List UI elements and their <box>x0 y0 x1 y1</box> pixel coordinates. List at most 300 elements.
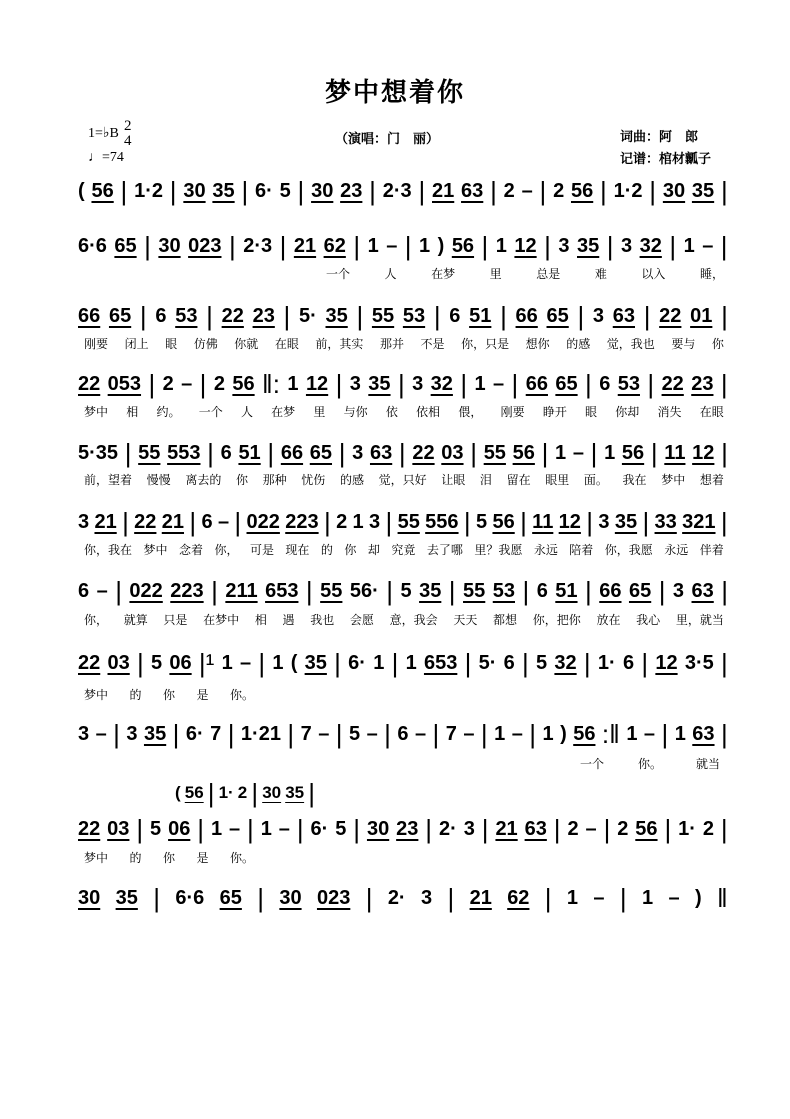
note: 56 <box>492 510 515 533</box>
barline: :‖ <box>601 719 620 749</box>
note: 35 <box>325 304 348 327</box>
lyric-word: 里，就当 <box>675 613 724 627</box>
lyric-word: 刚要 <box>500 405 525 419</box>
lyric-word: 你。 <box>637 757 662 771</box>
lyric-word: 你，我愿 <box>604 543 653 557</box>
note: 053 <box>107 372 142 395</box>
note: 1 <box>405 651 417 674</box>
barline: | <box>115 576 122 606</box>
key-signature <box>88 118 132 149</box>
note: 11 <box>664 441 686 464</box>
note: 1·2 <box>134 179 163 202</box>
note: 3 <box>672 579 685 602</box>
lyric-word: 梦中 <box>84 851 109 865</box>
note: 30 <box>183 179 206 202</box>
note: 1 <box>674 722 686 745</box>
lyric-word: 觉，只好 <box>378 473 427 487</box>
barline: | <box>669 231 677 261</box>
barline: | <box>334 648 341 678</box>
lyric-line <box>84 686 254 703</box>
lyric-word: 刚要 <box>84 337 109 351</box>
barline: | <box>199 369 207 399</box>
note: 3 <box>592 304 605 327</box>
lyric-word: 人 <box>384 267 397 281</box>
note: 553 <box>167 441 201 464</box>
barline: | <box>398 438 406 468</box>
barline: |¹ <box>198 648 215 678</box>
note: 223 <box>170 579 204 602</box>
note: 1 <box>604 441 616 464</box>
note: 56 <box>573 722 596 745</box>
barline: | <box>207 778 215 808</box>
barline: | <box>650 438 658 468</box>
note: 3 <box>78 722 90 745</box>
barline: | <box>463 507 471 537</box>
lyric-word: 你， <box>214 543 239 557</box>
note: 65 <box>114 234 137 257</box>
note: 3 <box>598 510 610 533</box>
note: 32 <box>639 234 662 257</box>
note: 6 <box>220 441 232 464</box>
lyric-word: 你 <box>235 473 248 487</box>
song-title: 梦中想着你 <box>324 78 465 108</box>
lyric-word: 永远 <box>533 543 558 557</box>
note: – <box>702 234 714 257</box>
lyric-word: 意，我会 <box>389 613 438 627</box>
note: 63 <box>691 579 714 602</box>
note: 55 <box>397 510 420 533</box>
note: 35 <box>285 783 305 802</box>
lyric-word: 的 <box>320 543 333 557</box>
note: 6 <box>397 722 409 745</box>
note: 7 <box>210 722 222 745</box>
key-text: 1=♭B <box>88 126 119 141</box>
barline: | <box>586 507 594 537</box>
note: 03 <box>107 651 130 674</box>
notation-line <box>78 883 728 913</box>
barline: | <box>124 438 132 468</box>
note: 1 <box>419 234 431 257</box>
lyric-word: 你 <box>162 851 175 865</box>
note: 1 <box>367 234 379 257</box>
note: 3 <box>78 510 90 533</box>
barline: | <box>720 814 728 844</box>
note: – <box>493 372 505 395</box>
lyric-word: 你， <box>84 613 109 627</box>
lyric-word: 里？我愿 <box>474 543 523 557</box>
lyric-word: 一个 <box>325 267 350 281</box>
note: 35 <box>115 886 138 909</box>
lyric-word: 眼 <box>165 337 178 351</box>
note: 1· <box>678 817 696 840</box>
note: 6· <box>310 817 329 840</box>
barline: | <box>520 507 527 537</box>
barline: | <box>228 231 236 261</box>
lyric-word: 你。 <box>229 688 254 702</box>
note: 22 <box>78 817 101 840</box>
note: 63 <box>612 304 635 327</box>
note: 56 <box>91 179 114 202</box>
note: 53 <box>617 372 640 395</box>
note: 66 <box>78 304 101 327</box>
notation-line <box>78 231 728 261</box>
barline: | <box>227 719 235 749</box>
note: 03 <box>441 441 464 464</box>
note: 211 <box>225 579 258 602</box>
barline: | <box>470 438 477 468</box>
lyric-line <box>84 471 724 488</box>
barline: | <box>258 648 266 678</box>
lyric-word: 就当 <box>695 757 720 771</box>
barline: | <box>539 176 547 206</box>
lyric-word: 念着 <box>178 543 203 557</box>
lyric-word: 去了哪 <box>426 543 463 557</box>
barline: | <box>720 369 728 399</box>
note: 51 <box>555 579 578 602</box>
barline: | <box>247 814 254 844</box>
lyric-word: 前，望着 <box>84 473 133 487</box>
note: 23 <box>396 817 419 840</box>
lyric-word: 睁开 <box>542 405 567 419</box>
note: 56 <box>232 372 255 395</box>
lyric-word: 你就 <box>234 337 259 351</box>
barline: | <box>500 301 507 331</box>
note: 63 <box>461 179 484 202</box>
lyric-word: 相 <box>254 613 267 627</box>
note: 5 <box>349 722 361 745</box>
barline: | <box>720 507 728 537</box>
barline: | <box>577 301 585 331</box>
lyric-word: 依 <box>385 405 398 419</box>
note: 06 <box>169 651 192 674</box>
barline: | <box>720 176 728 206</box>
note: 65 <box>555 372 578 395</box>
note: 2 <box>213 372 225 395</box>
lyric-word: 是 <box>196 851 209 865</box>
lyric-word: 眼里 <box>545 473 570 487</box>
note: 65 <box>108 304 132 327</box>
note: – <box>228 817 241 840</box>
note: 22 <box>412 441 435 464</box>
lyric-word: 消失 <box>657 405 682 419</box>
barline: | <box>353 231 361 261</box>
lyric-line <box>84 335 724 352</box>
lyric-line <box>84 611 724 628</box>
lyric-line <box>84 541 724 558</box>
note: 1 <box>260 817 272 840</box>
lyric-line <box>580 755 720 772</box>
note: 223 <box>285 510 319 533</box>
time-bottom: 4 <box>124 133 132 149</box>
note: – <box>572 441 584 464</box>
note: 66 <box>280 441 304 464</box>
note: 53 <box>492 579 515 602</box>
lyric-word: 总是 <box>536 267 561 281</box>
note: 3 <box>558 234 570 257</box>
note: – <box>463 722 475 745</box>
note: 23 <box>340 179 363 202</box>
note: 2 <box>617 817 629 840</box>
lyric-word: 难 <box>594 267 607 281</box>
lyric-word: 慢慢 <box>146 473 171 487</box>
barline: | <box>391 648 399 678</box>
lyric-word: 里 <box>313 405 326 419</box>
lyric-word: 就算 <box>123 613 148 627</box>
barline: | <box>481 814 489 844</box>
lyric-word: 与你 <box>343 405 368 419</box>
note: 35 <box>614 510 638 533</box>
barline: | <box>425 814 433 844</box>
barline: | <box>136 814 144 844</box>
barline: | <box>721 576 728 606</box>
lyric-word: 那种 <box>262 473 287 487</box>
barline: | <box>447 883 455 913</box>
note: 66 <box>599 579 622 602</box>
note: 30 <box>262 783 282 802</box>
note: 35 <box>304 651 327 674</box>
note: 65 <box>219 886 242 909</box>
note: 35 <box>143 722 167 745</box>
note: 03 <box>107 817 130 840</box>
lyric-word: 一个 <box>198 405 223 419</box>
note: 55 <box>320 579 343 602</box>
lyric-word: 你，把你 <box>532 613 581 627</box>
lyric-word: 的感 <box>566 337 591 351</box>
note: 2·3 <box>243 234 273 257</box>
lyric-line <box>84 849 254 866</box>
lyric-word: 想着 <box>699 473 724 487</box>
note: 6 <box>449 304 461 327</box>
note: 321 <box>682 510 716 533</box>
note: – <box>414 722 427 745</box>
note: 5 <box>400 579 412 602</box>
barline: | <box>721 648 728 678</box>
note: 5 <box>150 817 162 840</box>
note: 3 <box>349 372 361 395</box>
note: 56 <box>512 441 535 464</box>
note: 22 <box>659 304 682 327</box>
note: 21 <box>161 510 185 533</box>
barline: | <box>385 507 393 537</box>
barline: | <box>267 438 275 468</box>
note: 21 <box>495 817 518 840</box>
note: – <box>278 817 290 840</box>
note: 3 <box>620 234 633 257</box>
note: 1·21 <box>240 722 281 745</box>
barline: | <box>529 719 537 749</box>
note: ) <box>437 234 445 257</box>
note: 35 <box>419 579 442 602</box>
note: 56 <box>570 179 594 202</box>
note: 30 <box>78 886 101 909</box>
note: 1· <box>597 651 616 674</box>
barline: | <box>481 231 489 261</box>
note: 1 <box>495 234 507 257</box>
note: 2 <box>237 783 248 802</box>
barline: | <box>172 719 180 749</box>
note: 5·35 <box>78 441 119 464</box>
lyric-word: 想你 <box>525 337 550 351</box>
note: 3 <box>412 372 424 395</box>
note: – <box>96 579 108 602</box>
notation-line <box>78 719 728 749</box>
note: 35 <box>577 234 600 257</box>
note: 56 <box>451 234 475 257</box>
note: 21 <box>432 179 455 202</box>
lyric-word: 我心 <box>636 613 661 627</box>
note: 23 <box>691 372 714 395</box>
barline: | <box>305 576 313 606</box>
note: 5 <box>151 651 163 674</box>
notation-line <box>78 507 728 537</box>
barline: | <box>541 438 549 468</box>
note: 53 <box>175 304 198 327</box>
barline: | <box>490 176 497 206</box>
barline: | <box>544 883 552 913</box>
lyric-word: 里 <box>489 267 502 281</box>
lyric-word: 你，我在 <box>84 543 133 557</box>
barline: | <box>544 231 551 261</box>
note: 62 <box>323 234 346 257</box>
lyric-word: 陪着 <box>569 543 594 557</box>
barline: | <box>206 301 213 331</box>
lyric-word: 闭上 <box>124 337 149 351</box>
note: 1 <box>626 722 638 745</box>
barline: | <box>585 576 592 606</box>
note: 3·5 <box>684 651 714 674</box>
barline: | <box>721 301 728 331</box>
barline: | <box>464 648 472 678</box>
note: 65 <box>546 304 569 327</box>
note: 6 <box>503 651 515 674</box>
note: 12 <box>692 441 715 464</box>
note: 30 <box>311 179 334 202</box>
note: 11 <box>532 510 554 533</box>
barline: | <box>460 369 468 399</box>
barline: | <box>511 369 519 399</box>
lyric-word: 一个 <box>580 757 605 771</box>
barline: | <box>600 176 607 206</box>
note: 55 <box>483 441 506 464</box>
lyric-word: 永远 <box>664 543 689 557</box>
note: 022 <box>129 579 163 602</box>
note: 23 <box>252 304 275 327</box>
note: 2 <box>503 179 515 202</box>
lyric-word: 会愿 <box>349 613 374 627</box>
lyric-word: 的感 <box>339 473 364 487</box>
note: 56 <box>635 817 658 840</box>
barline: | <box>585 369 592 399</box>
note: 22 <box>78 372 101 395</box>
barline: ‖: <box>262 369 280 399</box>
note: 30 <box>279 886 302 909</box>
barline: | <box>169 176 177 206</box>
barline: | <box>251 778 259 808</box>
barline: | <box>619 883 627 913</box>
lyric-word: 以入 <box>641 267 666 281</box>
barline: | <box>279 231 287 261</box>
note: 6 <box>155 304 167 327</box>
time-top: 2 <box>124 118 132 134</box>
note: 5 <box>335 817 347 840</box>
note: 30 <box>158 234 181 257</box>
note: – <box>318 722 330 745</box>
lyric-word: 伴着 <box>699 543 724 557</box>
note: ) <box>694 886 702 909</box>
lyric-word: 你 <box>162 688 175 702</box>
note: 6 <box>622 651 635 674</box>
note: 1 <box>373 651 385 674</box>
transcriber-credit: 记谱：棺材瓤子 <box>620 152 712 167</box>
note: 2 <box>702 817 714 840</box>
note: 30 <box>662 179 686 202</box>
barline: | <box>664 814 672 844</box>
note: 2· <box>438 817 457 840</box>
note: 5 <box>279 179 291 202</box>
note: – <box>521 179 533 202</box>
note: – <box>95 722 107 745</box>
note: 022 <box>246 510 280 533</box>
note: – <box>181 372 193 395</box>
lyric-line <box>84 265 724 282</box>
barline: | <box>148 369 156 399</box>
barline: | <box>144 231 151 261</box>
barline: | <box>197 814 205 844</box>
lyric-word: 你，只是 <box>461 337 510 351</box>
lyric-word: 面。 <box>583 473 608 487</box>
notation-line <box>78 814 728 844</box>
note: 2 <box>162 372 174 395</box>
lyric-word: 人 <box>240 405 253 419</box>
barline: | <box>603 814 611 844</box>
note: 56 <box>184 783 204 802</box>
note: 1 <box>352 510 364 533</box>
lyric-word: 依相 <box>416 405 441 419</box>
note: 7 <box>445 722 457 745</box>
note: 2 <box>553 179 565 202</box>
barline: | <box>553 814 561 844</box>
note: 35 <box>691 179 715 202</box>
barline: | <box>480 719 488 749</box>
lyric-word: 不是 <box>420 337 445 351</box>
note: 53 <box>402 304 426 327</box>
barline: | <box>153 883 160 913</box>
barline: | <box>287 719 295 749</box>
note: – <box>386 234 398 257</box>
lyric-word: 你 <box>711 337 724 351</box>
note: – <box>239 651 252 674</box>
note: 6 <box>78 579 90 602</box>
note: 1·2 <box>613 179 643 202</box>
note: 63 <box>524 817 547 840</box>
lyric-word: 要与 <box>671 337 696 351</box>
barline: | <box>369 176 376 206</box>
note: 6 <box>201 510 213 533</box>
note: 6· <box>255 179 273 202</box>
notation-line <box>78 648 728 678</box>
lyric-word: 可是 <box>249 543 274 557</box>
barline: | <box>338 438 346 468</box>
lyric-word: 你却 <box>615 405 640 419</box>
lyric-word: 天天 <box>453 613 478 627</box>
barline: | <box>257 883 264 913</box>
lyric-word: 你。 <box>229 851 254 865</box>
note: 1· <box>218 783 234 802</box>
note: 3 <box>352 441 364 464</box>
note: 51 <box>238 441 261 464</box>
lyric-word: 离去的 <box>185 473 222 487</box>
note: 63 <box>692 722 715 745</box>
